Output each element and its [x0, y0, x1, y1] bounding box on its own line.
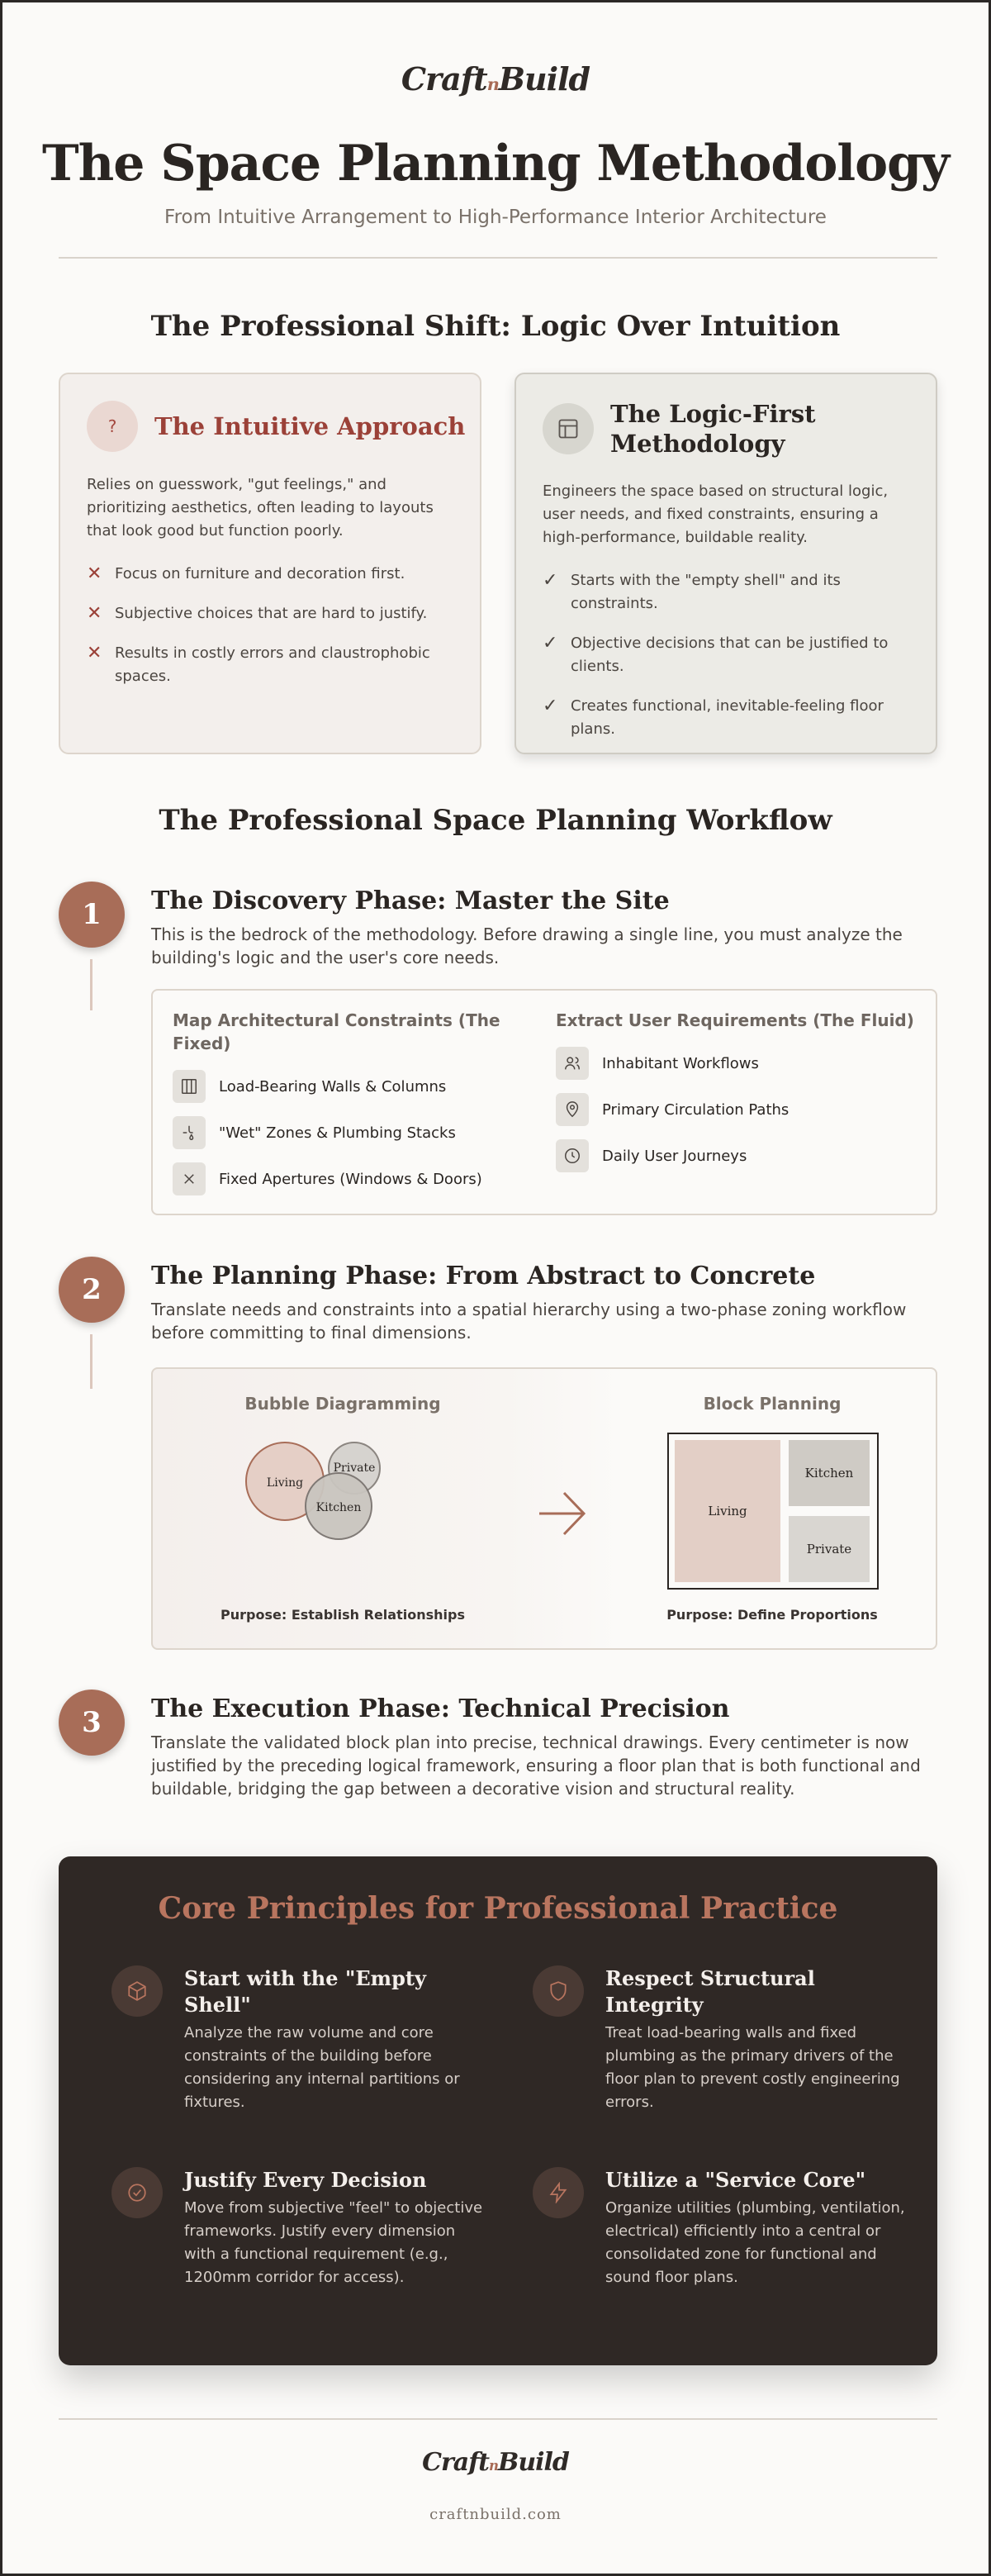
block-planning-title: Block Planning [703, 1394, 842, 1414]
block-kitchen-label: Kitchen [804, 1466, 854, 1480]
principle-desc: Analyze the raw volume and core constraints of the building before considering any internal partitions or fixtures. [184, 2024, 460, 2111]
principle-item [111, 1965, 467, 2122]
list-item: ✓ Objective decisions that can be justified to clients. [543, 632, 911, 678]
discovery-panel [151, 989, 937, 1215]
clock-icon [556, 1139, 589, 1172]
logo-text-right: Build [498, 60, 590, 97]
question-icon: ? [87, 401, 138, 452]
arrow-right-icon [534, 1485, 589, 1542]
page-subtitle: From Intuitive Arrangement to High-Performance Interior Architecture [164, 207, 827, 228]
layout-icon [543, 403, 594, 454]
step-2-desc: Translate needs and constraints into a spatial hierarchy using a two-phase zoning workflow before committing to final dimensions. [151, 1300, 907, 1343]
footer-url-link[interactable]: craftnbuild.com [429, 2506, 562, 2523]
bubble-private-label: Private [333, 1461, 376, 1475]
principle-title: Start with the "Empty Shell" [184, 1966, 426, 2017]
intuitive-approach-card [59, 373, 481, 754]
bubble-diagram [235, 1435, 417, 1559]
fluid-item: Daily User Journeys [556, 1139, 747, 1172]
users-icon [556, 1047, 589, 1080]
lightning-icon [533, 2167, 584, 2218]
block-purpose: Purpose: Define Proportions [666, 1607, 878, 1623]
list-item: ✕ Subjective choices that are hard to justify. [87, 603, 428, 624]
principle-item [533, 2167, 905, 2332]
columns-icon [173, 1070, 206, 1103]
check-circle-icon [111, 2167, 163, 2218]
workflow-section-title: The Professional Space Planning Workflow [159, 804, 832, 837]
logo-text-right: Build [497, 2448, 569, 2477]
block-living-label: Living [708, 1504, 747, 1519]
cross-icon: ✕ [87, 643, 102, 663]
intuitive-list [87, 563, 455, 705]
logic-card-title: The Logic-First Methodology [610, 400, 816, 458]
principle-desc: Treat load-bearing walls and fixed plumbing as the primary drivers of the floor plan to prevent costly engineering errors. [605, 2024, 900, 2111]
fixed-item: Load-Bearing Walls & Columns [173, 1070, 446, 1103]
logic-first-card [514, 373, 937, 754]
core-principles-panel [59, 1856, 937, 2365]
logic-list [543, 569, 911, 758]
principle-title: Justify Every Decision [184, 2168, 427, 2192]
brand-logo[interactable] [2, 60, 989, 97]
principle-item [111, 2167, 483, 2332]
list-item: ✕ Results in costly errors and claustrophobic spaces. [87, 642, 455, 688]
principle-item [533, 1965, 900, 2122]
block-private-label: Private [806, 1542, 852, 1557]
logo-text-mid: n [486, 74, 499, 94]
close-icon [173, 1162, 206, 1195]
list-item: ✓ Creates functional, inevitable-feeling floor plans. [543, 695, 911, 741]
principles-title: Core Principles for Professional Practice [158, 1891, 838, 1926]
principle-desc: Move from subjective "feel" to objective frameworks. Justify every dimension with a functional requirement (e.g., 1200mm corridor for access). [184, 2199, 483, 2286]
cross-icon: ✕ [87, 603, 102, 624]
cube-icon [111, 1965, 163, 2017]
bubble-kitchen-label: Kitchen [315, 1501, 362, 1514]
logo-text-left: Craft [422, 2448, 489, 2477]
bubble-diagram-title: Bubble Diagramming [244, 1394, 441, 1414]
principle-desc: Organize utilities (plumbing, ventilation, electrical) efficiently into a central or consolidated zone for functional and sound floor plans. [605, 2199, 905, 2286]
check-icon: ✓ [543, 570, 558, 591]
logo-text-left: Craft [401, 60, 487, 97]
step-number-3: 3 [59, 1690, 125, 1756]
user-requirements-heading: Extract User Requirements (The Fluid) [556, 1010, 914, 1030]
list-item: ✕ Focus on furniture and decoration first. [87, 563, 405, 584]
check-icon: ✓ [543, 633, 558, 654]
step-1-title: The Discovery Phase: Master the Site [151, 886, 670, 915]
logic-card-desc: Engineers the space based on structural logic, user needs, and fixed constraints, ensuring a high-performance, buildable reality. [543, 482, 889, 546]
fixed-constraints-heading: Map Architectural Constraints (The Fixed) [173, 1010, 500, 1053]
intuitive-card-desc: Relies on guesswork, "gut feelings," and prioritizing aesthetics, often leading to layouts that look good but function poorly. [87, 476, 434, 539]
bubble-living-label: Living [266, 1476, 304, 1490]
check-icon: ✓ [543, 696, 558, 716]
fluid-item: Primary Circulation Paths [556, 1093, 789, 1126]
step-connector [90, 1334, 92, 1389]
step-connector [90, 959, 92, 1010]
fixed-item: "Wet" Zones & Plumbing Stacks [173, 1116, 456, 1149]
logo-text-mid: n [488, 2458, 498, 2474]
intuitive-card-title: The Intuitive Approach [154, 412, 466, 440]
principle-title: Utilize a "Service Core" [605, 2168, 866, 2192]
principle-title: Respect Structural Integrity [605, 1966, 815, 2017]
step-1-desc: This is the bedrock of the methodology. Before drawing a single line, you must analyze the building's logic and the user's core needs. [151, 924, 903, 967]
step-number-1: 1 [59, 882, 125, 948]
footer-logo[interactable] [2, 2448, 989, 2477]
shield-icon [533, 1965, 584, 2017]
list-item: ✓ Starts with the "empty shell" and its constraints. [543, 569, 911, 615]
shift-section-title: The Professional Shift: Logic Over Intuition [150, 310, 841, 343]
map-pin-icon [556, 1093, 589, 1126]
header-divider [59, 257, 937, 259]
plumbing-icon [173, 1116, 206, 1149]
step-3-desc: Translate the validated block plan into precise, technical drawings. Every centimeter is now justified by the preceding logical framework, ensuring a floor plan that is both functional and buildable, bridging the gap between a decorative vision and structural reality. [151, 1732, 921, 1799]
step-2-title: The Planning Phase: From Abstract to Concrete [151, 1262, 816, 1290]
step-number-2: 2 [59, 1257, 125, 1323]
cross-icon: ✕ [87, 563, 102, 584]
step-3-title: The Execution Phase: Technical Precision [151, 1694, 730, 1723]
fixed-item: Fixed Apertures (Windows & Doors) [173, 1162, 482, 1195]
footer-divider [59, 2418, 937, 2420]
planning-panel [151, 1367, 937, 1650]
page-title: The Space Planning Methodology [42, 135, 949, 192]
bubble-purpose: Purpose: Establish Relationships [220, 1607, 465, 1623]
block-plan [666, 1432, 881, 1592]
fluid-item: Inhabitant Workflows [556, 1047, 759, 1080]
